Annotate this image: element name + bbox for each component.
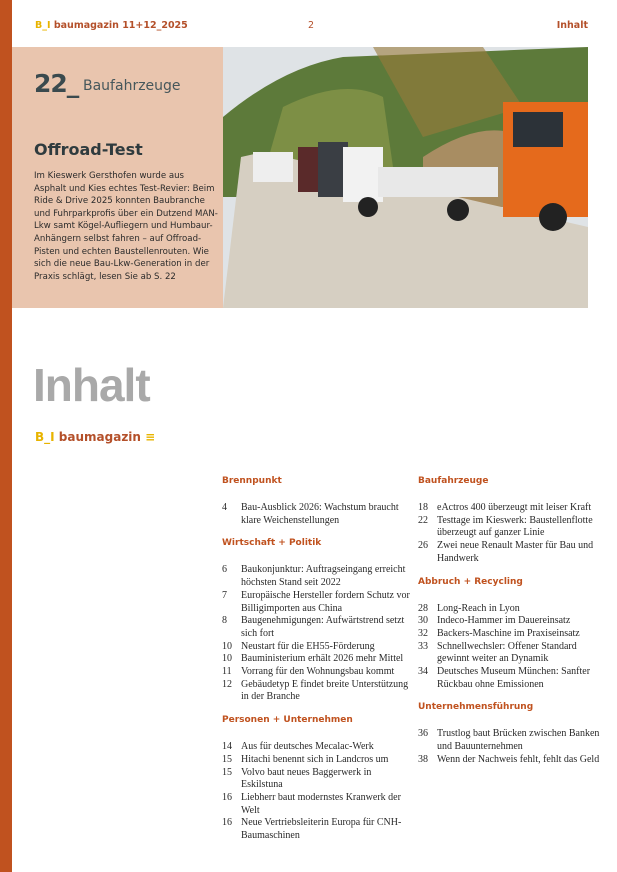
toc-entry[interactable] bbox=[222, 679, 412, 704]
toc-page-number: 34 bbox=[418, 666, 428, 678]
page-number: 2 bbox=[308, 20, 315, 31]
toc-entry[interactable] bbox=[222, 767, 412, 792]
toc-page-number: 28 bbox=[418, 602, 428, 614]
teaser-title: Offroad-Test bbox=[34, 140, 143, 159]
toc-page-number: 33 bbox=[418, 640, 428, 652]
toc-entry-title: eActros 400 überzeugt mit leiser Kraft bbox=[437, 502, 592, 513]
toc-entry[interactable] bbox=[418, 515, 608, 540]
toc-entry-title: Hitachi benennt sich in Landcros um bbox=[241, 753, 389, 765]
toc-entry-title: Baugenehmigungen: Aufwärtstrend setzt sich fort bbox=[241, 615, 405, 639]
toc-entry-title: Deutsches Museum München: Sanfter Rückbau ohne Emissionen bbox=[437, 666, 591, 690]
toc-entry[interactable] bbox=[222, 741, 412, 754]
toc-page-number: 38 bbox=[418, 753, 428, 765]
toc-entry[interactable] bbox=[418, 728, 608, 753]
toc-section bbox=[222, 476, 412, 527]
toc-entry[interactable] bbox=[418, 615, 608, 628]
toc-section bbox=[418, 577, 608, 692]
toc-page-number: 22 bbox=[418, 514, 428, 526]
toc-section-heading: Wirtschaft + Politik bbox=[222, 538, 322, 549]
toc-page-number: 36 bbox=[418, 728, 428, 740]
toc-entry[interactable] bbox=[222, 564, 412, 589]
toc-page-number: 30 bbox=[418, 615, 428, 627]
toc-entry-title: Neustart für die EH55-Förderung bbox=[241, 640, 375, 652]
teaser-text: Im Kieswerk Gersthofen wurde aus Asphalt und Kies echtes Test-Revier: Beim Ride & Drive 2025 konnten Baubranche und Fuhrparkprofis über ein Dutzend MAN-Lkw samt Kögel-Aufliegern und Humbaur-Anhängern selbst fahren – auf Offroad-Pisten und echten Baustellenrouten. Wie sich die neue Bau-Lkw-Generation in der Praxis schlägt, lesen Sie ab S. 22 bbox=[34, 171, 218, 282]
toc-entry[interactable] bbox=[222, 666, 412, 679]
teaser-number: 22_ bbox=[34, 69, 79, 98]
toc-entry[interactable] bbox=[222, 615, 412, 640]
side-stripe bbox=[0, 0, 12, 872]
toc-entry-title: Backers-Maschine im Praxiseinsatz bbox=[437, 627, 580, 639]
toc-entry[interactable] bbox=[418, 628, 608, 641]
toc-page-number: 15 bbox=[222, 753, 232, 765]
truck-photo bbox=[223, 47, 588, 308]
toc-page-number: 18 bbox=[418, 502, 428, 513]
toc-page-number: 11 bbox=[222, 666, 232, 678]
toc-page-number: 26 bbox=[418, 540, 428, 552]
toc-entry[interactable] bbox=[418, 540, 608, 565]
magazine-logo: B_I baumagazin ≡ bbox=[35, 430, 156, 444]
toc-section bbox=[222, 538, 412, 704]
header-section: Inhalt bbox=[556, 20, 588, 31]
toc-section-heading: Baufahrzeuge bbox=[418, 476, 489, 486]
toc-entry-title: Bau-Ausblick 2026: Wachstum braucht klare Weichenstellungen bbox=[241, 502, 399, 526]
toc-page-number: 15 bbox=[222, 766, 232, 778]
toc-page-number: 6 bbox=[222, 564, 227, 576]
toc-entry[interactable] bbox=[222, 502, 412, 527]
toc-entry[interactable] bbox=[222, 817, 412, 842]
toc-section-heading: Unternehmensführung bbox=[418, 702, 534, 713]
toc-entry-title: Europäische Hersteller fordern Schutz vor Billigimporten aus China bbox=[241, 589, 410, 614]
toc-page-number: 7 bbox=[222, 589, 227, 601]
toc-entry-title: Wenn der Nachweis fehlt, fehlt das Geld bbox=[437, 753, 600, 765]
toc-entry-title: Long-Reach in Lyon bbox=[437, 602, 520, 614]
toc-page-number: 16 bbox=[222, 791, 232, 803]
toc-entry-title: Volvo baut neues Baggerwerk in Eskilstuna bbox=[241, 766, 372, 791]
toc-entry[interactable] bbox=[418, 641, 608, 666]
toc-entry[interactable] bbox=[418, 502, 608, 515]
toc-entry[interactable] bbox=[418, 666, 608, 691]
toc-section-heading: Abbruch + Recycling bbox=[418, 576, 523, 587]
toc-entry[interactable] bbox=[418, 603, 608, 616]
toc-entry-title: Bauministerium erhält 2026 mehr Mittel bbox=[241, 653, 404, 665]
toc-page-number: 12 bbox=[222, 678, 232, 690]
toc-entry-title: Neue Vertriebsleiterin Europa für CNH-Baumaschinen bbox=[241, 817, 402, 842]
toc-entry-title: Indeco-Hammer im Dauereinsatz bbox=[437, 615, 571, 627]
toc-left-column bbox=[222, 476, 412, 854]
toc-page-number: 10 bbox=[222, 653, 232, 665]
toc-entry-title: Gebäudetyp E findet breite Unterstützung in der Branche bbox=[241, 678, 409, 703]
toc-right-column bbox=[418, 476, 608, 778]
toc-entry-title: Zwei neue Renault Master für Bau und Handwerk bbox=[437, 540, 594, 564]
teaser-section: Baufahrzeuge bbox=[83, 78, 181, 94]
toc-entry[interactable] bbox=[222, 653, 412, 666]
toc-page-number: 4 bbox=[222, 502, 227, 513]
toc-entry-title: Aus für deutsches Mecalac-Werk bbox=[241, 741, 374, 753]
toc-entry-title: Baukonjunktur: Auftragseingang erreicht höchsten Stand seit 2022 bbox=[241, 564, 406, 589]
toc-entry-title: Schnellwechsler: Offener Standard gewinnt weiter an Dynamik bbox=[437, 640, 577, 665]
toc-page-number: 14 bbox=[222, 741, 232, 753]
toc-entry[interactable] bbox=[222, 754, 412, 767]
toc-page-number: 16 bbox=[222, 817, 232, 829]
toc-page-number: 10 bbox=[222, 640, 232, 652]
toc-section bbox=[222, 715, 412, 843]
toc-section-heading: Personen + Unternehmen bbox=[222, 715, 353, 726]
toc-entry[interactable] bbox=[222, 590, 412, 615]
toc-section-heading: Brennpunkt bbox=[222, 476, 282, 486]
page-title: Inhalt bbox=[33, 359, 150, 411]
header-brand: B_I baumagazin 11+12_2025 bbox=[35, 20, 188, 31]
toc-entry-title: Trustlog baut Brücken zwischen Banken und Bauunternehmen bbox=[437, 728, 600, 753]
toc-entry-title: Vorrang für den Wohnungsbau kommt bbox=[241, 666, 395, 678]
toc-page-number: 32 bbox=[418, 627, 428, 639]
toc-section bbox=[418, 702, 608, 766]
toc-entry-title: Testtage im Kieswerk: Baustellenflotte überzeugt auf ganzer Linie bbox=[437, 514, 593, 539]
teaser-box bbox=[12, 47, 223, 308]
toc-page-number: 8 bbox=[222, 615, 227, 627]
toc-entry-title: Liebherr baut modernstes Kranwerk der Welt bbox=[241, 791, 401, 816]
toc-entry[interactable] bbox=[222, 792, 412, 817]
toc-entry[interactable] bbox=[418, 754, 608, 767]
toc-section bbox=[418, 476, 608, 566]
toc-entry[interactable] bbox=[222, 641, 412, 654]
